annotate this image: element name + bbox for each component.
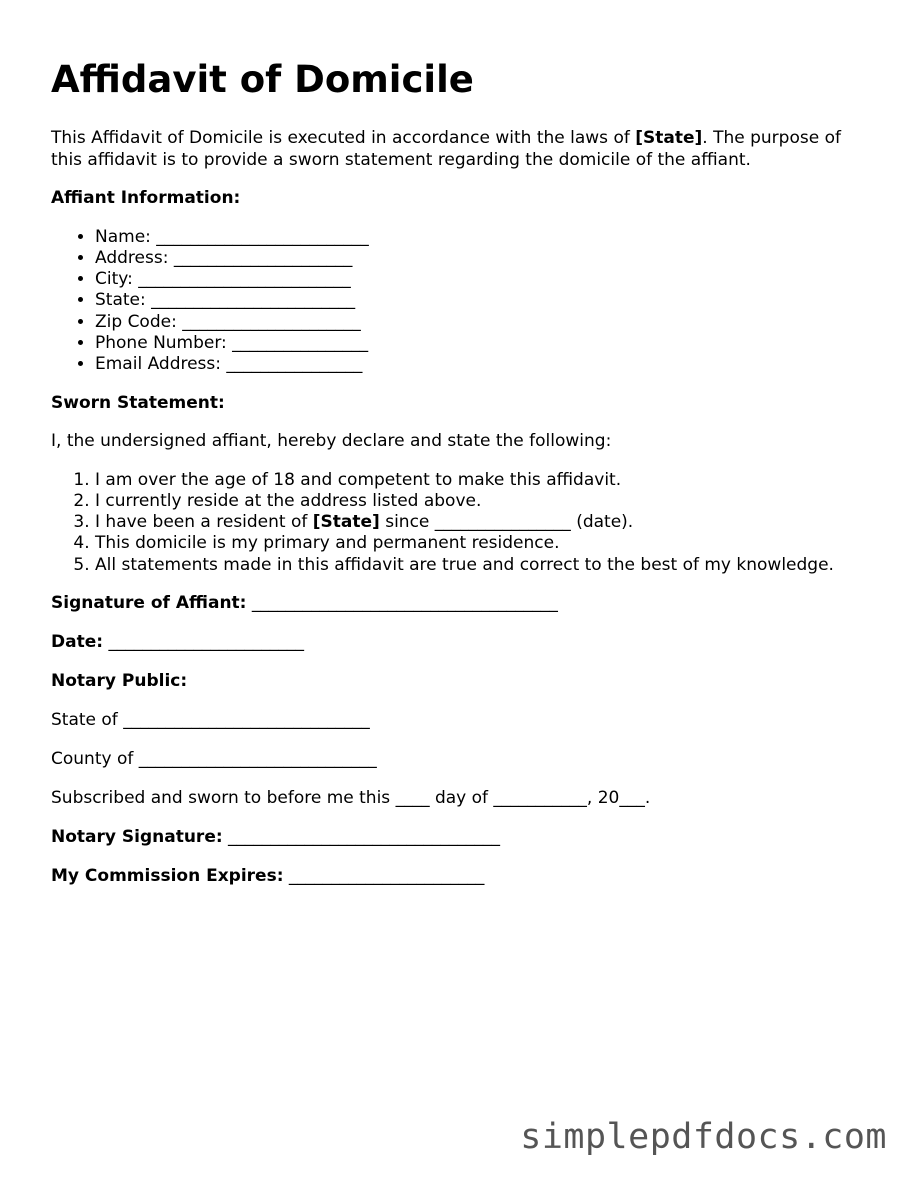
affiant-field-phone[interactable]: • Phone Number: ________________	[95, 333, 871, 354]
notary-public-heading: Notary Public:	[51, 671, 188, 692]
commission-expires-blank: _______________________	[283, 866, 485, 887]
notary-signature-label: Notary Signature:	[51, 827, 223, 848]
affiant-field-zip[interactable]: • Zip Code: _____________________	[95, 312, 871, 333]
date-blank: _______________________	[103, 632, 304, 653]
affiant-field-state[interactable]: • State: ________________________	[95, 290, 871, 311]
notary-signature-blank: ________________________________	[222, 827, 501, 848]
affidavit-document	[51, 58, 871, 905]
affiant-information-heading: Affiant Information:	[51, 188, 241, 208]
date-label: Date:	[51, 632, 104, 653]
intro-text-before: This Affidavit of Domicile is executed in accordance with the laws of	[51, 128, 636, 148]
sworn-statement-list	[51, 470, 871, 576]
page-title: Affidavit of Domicile	[51, 58, 474, 101]
commission-expires-line[interactable]	[51, 866, 871, 888]
affiant-signature-line[interactable]	[51, 593, 871, 615]
statement-item: 4. This domicile is my primary and permanent residence.	[95, 533, 871, 554]
statement-item: 1. I am over the age of 18 and competent to make this affidavit.	[95, 470, 871, 491]
sworn-statement-heading: Sworn Statement:	[51, 392, 225, 413]
statement-item: 5. All statements made in this affidavit are true and correct to the best of my knowledge.	[95, 555, 871, 576]
residency-state-placeholder: [State]	[312, 512, 380, 533]
affiant-signature-label: Signature of Affiant:	[51, 593, 247, 614]
watermark-site-name: simplepdfdocs.com	[520, 1117, 887, 1157]
notary-state-line[interactable]: State of _____________________________	[51, 710, 370, 731]
intro-state-placeholder: [State]	[635, 128, 703, 148]
notary-signature-line[interactable]	[51, 827, 871, 849]
intro-paragraph	[51, 128, 871, 171]
affiant-field-address[interactable]: • Address: _____________________	[95, 248, 871, 269]
sworn-statement-lead: I, the undersigned affiant, hereby declare and state the following:	[51, 431, 612, 452]
affiant-signature-blank: ____________________________________	[246, 593, 558, 614]
affiant-field-city[interactable]: • City: _________________________	[95, 269, 871, 290]
statement-item: 2. I currently reside at the address listed above.	[95, 491, 871, 512]
residency-date-blank: since ________________ (date).	[379, 512, 634, 533]
commission-expires-label: My Commission Expires:	[51, 866, 284, 887]
statement-item-residency[interactable]	[95, 512, 871, 533]
intro-text-after: . The purpose of this affidavit is to provide a sworn statement regarding the domicile of the affiant.	[51, 128, 841, 170]
notary-county-line[interactable]: County of ____________________________	[51, 749, 377, 770]
affiant-fields-list	[51, 227, 871, 376]
residency-text-before: I have been a resident of	[95, 512, 313, 533]
subscribed-sworn-line[interactable]: Subscribed and sworn to before me this ____ day of ___________, 20___.	[51, 788, 651, 809]
affiant-field-email[interactable]: • Email Address: ________________	[95, 354, 871, 375]
affiant-field-name[interactable]: • Name: _________________________	[95, 227, 871, 248]
date-line[interactable]	[51, 632, 871, 654]
